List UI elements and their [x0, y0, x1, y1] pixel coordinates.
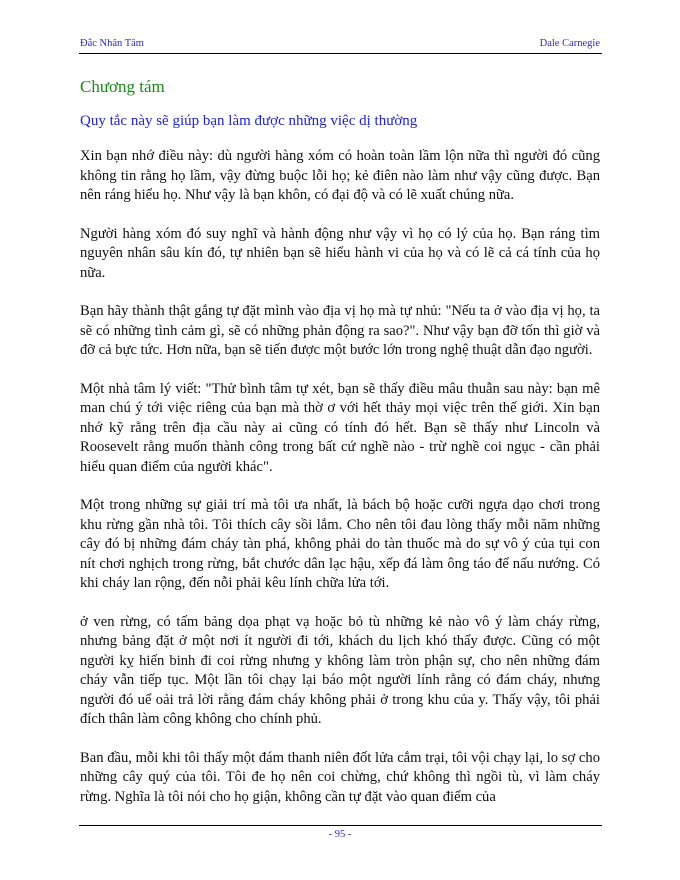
- paragraph-5: Một trong những sự giải trí mà tôi ưa nhất, là bách bộ hoặc cưỡi ngựa dạo chơi trong khu rừng gần nhà tôi. Tôi thích cây sồi lắm. Cho nên tôi đau lòng thấy mỗi năm những cây đó bị những đám cháy tàn phá, không phải do tàn thuốc mà do sự vô ý của tụi con nít chơi nghịch trong rừng, bắt chước dân lạc hậu, xếp đá làm ông táo để nấu nướng. Có khi cháy lan rộng, đến nỗi phải kêu lính chữa lửa tới.: [80, 497, 600, 591]
- footer-divider: [79, 825, 602, 826]
- paragraph-4: Một nhà tâm lý viết: "Thử bình tâm tự xét, bạn sẽ thấy điều mâu thuẫn sau này: bạn mê man chú ý tới việc riêng của bạn mà thờ ơ với hết thảy mọi việc trên thế giới. Xin bạn nhớ kỹ rằng trên địa cầu này ai cũng có tính đó hết. Bạn sẽ thấy như Lincoln và Roosevelt rằng muốn thành công trong bất cứ nghề nào - trừ nghề coi ngục - cần phải hiểu quan điểm của người khác".: [80, 380, 600, 475]
- body-text: [80, 147, 600, 826]
- paragraph-1: Xin bạn nhớ điều này: dù người hàng xóm có hoàn toàn lầm lộn nữa thì người đó cũng không tin rằng họ lầm, vậy đừng buộc lỗi họ; kẻ điên nào làm như vậy cũng được. Bạn nên ráng hiểu họ. Như vậy là bạn khôn, có đại độ và có lẽ xuất chúng nữa.: [80, 148, 600, 203]
- paragraph-3: Bạn hãy thành thật gắng tự đặt mình vào địa vị họ mà tự nhủ: "Nếu ta ở vào địa vị họ, ta sẽ có những tình cảm gì, sẽ có những phản động ra sao?". Như vậy bạn đỡ tốn thì giờ và đỡ cả bực tức. Hơn nữa, bạn sẽ tiến được một bước lớn trong nghệ thuật dẫn đạo người.: [80, 303, 600, 358]
- paragraph-6: ở ven rừng, có tấm bảng dọa phạt vạ hoặc bỏ tù những kẻ nào vô ý làm cháy rừng, nhưng bảng đặt ở một nơi ít người đi tới, khách du lịch khó thấy được. Cũng có một người kỵ hiến binh đi coi rừng nhưng y không làm tròn phận sự, cho nên những đám cháy vẫn tiếp tục. Một lần tôi chạy lại báo một người lính rằng có đám cháy, nhưng người đó uể oải trả lời rằng đám cháy không phải ở trong khu của y. Thấy vậy, tôi phải đích thân làm công không cho chính phủ.: [80, 613, 600, 727]
- page-header: [80, 38, 600, 52]
- paragraph-2: Người hàng xóm đó suy nghĩ và hành động như vậy vì họ có lý của họ. Bạn ráng tìm nguyên nhân sâu kín đó, tự nhiên bạn sẽ hiểu hành vi của họ và có lẽ cả cá tính của họ nữa.: [80, 225, 600, 281]
- header-author: Dale Carnegie: [539, 38, 600, 49]
- header-divider: [79, 53, 602, 54]
- chapter-title: Chương tám: [80, 77, 165, 96]
- paragraph-7: Ban đầu, mỗi khi tôi thấy một đám thanh niên đốt lửa cắm trại, tôi vội chạy lại, lo sợ cho những cây quý của tôi. Tôi đe họ nên coi chừng, chứ không thì ngồi tù, vì làm cháy rừng. Nghĩa là tôi nói cho họ giận, không cần tự đặt vào quan điểm của: [80, 749, 600, 805]
- section-title: Quy tắc này sẽ giúp bạn làm được những việc dị thường: [80, 113, 418, 129]
- header-book-title: Đắc Nhân Tâm: [80, 38, 144, 49]
- page-number: - 95 -: [328, 829, 352, 840]
